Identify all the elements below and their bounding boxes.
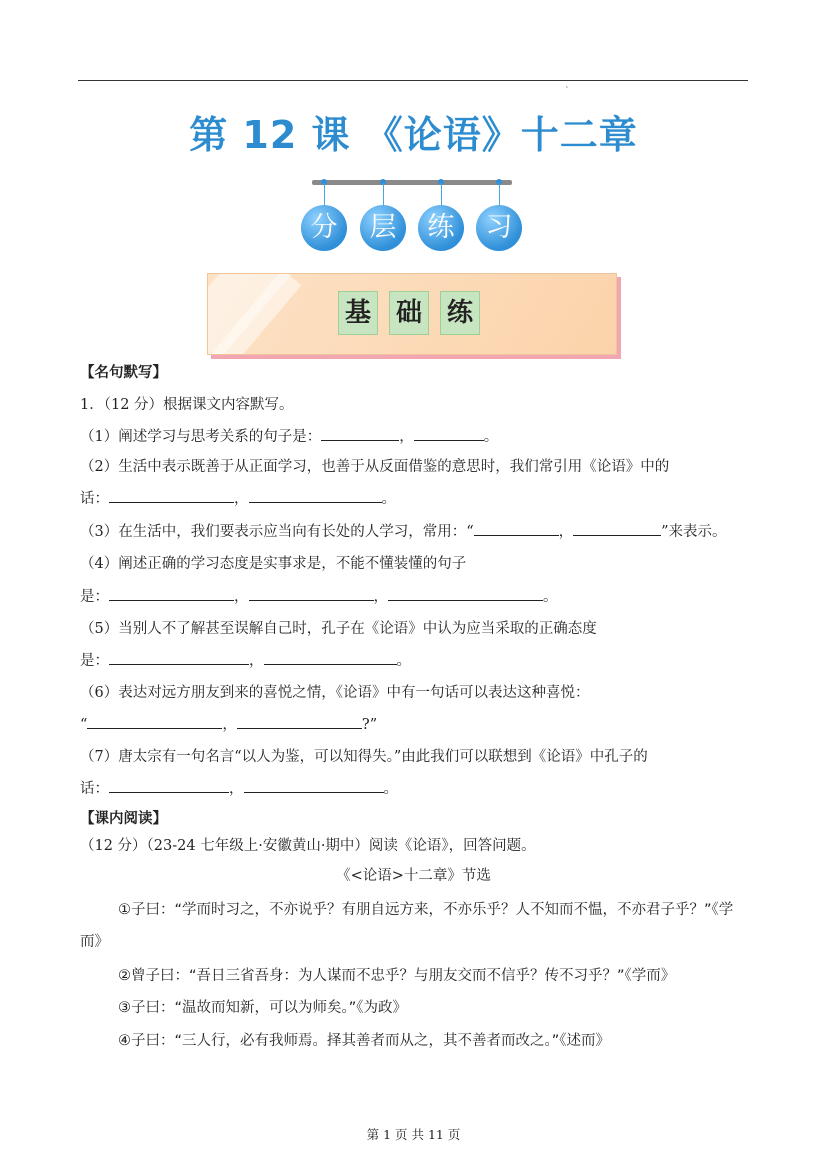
badge-char: 习	[476, 205, 522, 251]
badge-char: 练	[418, 205, 464, 251]
item-sep: ，	[249, 653, 264, 669]
badge-string	[441, 183, 442, 206]
item-text: “	[80, 717, 88, 733]
page-footer: 第 1 页 共 11 页	[366, 1127, 461, 1142]
item-sep: ，	[373, 589, 388, 605]
item-sep: ，	[558, 524, 574, 540]
item-text: （5）当别人不了解甚至误解自己时，孔子在《论语》中认为应当采取的正确态度	[80, 621, 597, 637]
item-sep: ，	[222, 717, 237, 733]
badge-char: 分	[301, 205, 347, 251]
page-title: 第 12 课 《论语》十二章	[189, 113, 638, 157]
item-end: 。	[383, 781, 398, 797]
quote-line: 而》	[80, 934, 109, 950]
question-item	[80, 520, 727, 541]
item-sep: ，	[234, 589, 249, 605]
item-text: 话：	[80, 491, 109, 507]
item-end: ”来表示。	[661, 524, 727, 540]
item-text: （7）唐太宗有一句名言“以人为鉴，可以知得失。”由此我们可以联想到《论语》中孔子的	[80, 749, 648, 765]
answer-blank[interactable]	[264, 651, 397, 665]
item-text: 话：	[80, 781, 109, 797]
item-sep: ，	[229, 781, 244, 797]
answer-blank[interactable]	[573, 522, 661, 536]
item-end: 。	[396, 653, 411, 669]
question-item	[80, 713, 377, 734]
question-item	[80, 455, 669, 476]
item-sep: ，	[234, 491, 249, 507]
section-heading: 【名句默写】	[80, 364, 167, 381]
banner-char: 础	[389, 291, 429, 335]
banner-char: 练	[440, 291, 480, 335]
item-text: （1）阐述学习与思考关系的句子是：	[80, 429, 322, 445]
item-text: （3）在生活中，我们要表示应当向有长处的人学习，常用：“	[80, 524, 474, 540]
question-label: 1．（12 分）根据课文内容默写。	[80, 397, 294, 413]
answer-blank[interactable]	[414, 427, 484, 441]
question-item	[80, 649, 411, 670]
answer-blank[interactable]	[109, 779, 229, 793]
item-end: 。	[483, 429, 499, 445]
answer-blank[interactable]	[109, 489, 234, 503]
question-item	[80, 585, 558, 606]
banner-chars	[338, 291, 480, 335]
excerpt-title: 《<论语>十二章》节选	[336, 868, 491, 884]
item-text: （2）生活中表示既善于从正面学习，也善于从反面借鉴的意思时，我们常引用《论语》中的	[80, 459, 670, 475]
badge-string	[324, 183, 325, 206]
answer-blank[interactable]	[237, 715, 362, 729]
item-text: 是：	[80, 589, 109, 605]
item-end: 。	[543, 589, 558, 605]
answer-blank[interactable]	[244, 779, 384, 793]
answer-blank[interactable]	[474, 522, 559, 536]
quote-line: ④子曰：“三人行，必有我师焉。择其善者而从之，其不善者而改之。”《述而》	[118, 1033, 611, 1049]
answer-blank[interactable]	[249, 587, 374, 601]
item-end: 。	[381, 491, 396, 507]
quote-line: ③子曰：“温故而知新，可以为师矣。”《为政》	[118, 1000, 408, 1016]
question-item	[80, 745, 648, 766]
answer-blank[interactable]	[109, 651, 249, 665]
item-text: （6）表达对远方朋友到来的喜悦之情，《论语》中有一句话可以表达这种喜悦：	[80, 685, 590, 701]
quote-line: ②曾子曰：“吾日三省吾身：为人谋而不忠乎？与朋友交而不信乎？传不习乎？”《学而》	[118, 968, 676, 984]
badge-rod	[312, 180, 512, 185]
question-item	[80, 552, 466, 573]
item-sep: ，	[399, 429, 414, 445]
question-item	[80, 777, 398, 798]
badge-string	[383, 183, 384, 206]
badge-string	[499, 183, 500, 206]
question-item	[80, 425, 498, 446]
section-heading: 【课内阅读】	[80, 810, 167, 827]
answer-blank[interactable]	[321, 427, 399, 441]
basic-practice-banner	[207, 273, 617, 355]
answer-blank[interactable]	[249, 489, 382, 503]
item-end: ?”	[361, 717, 378, 733]
badge-char: 层	[360, 205, 406, 251]
stray-mark: `	[565, 87, 570, 97]
quote-line: ①子曰：“学而时习之，不亦说乎？有朋自远方来，不亦乐乎？人不知而不愠，不亦君子乎？”《学	[118, 902, 734, 918]
answer-blank[interactable]	[109, 587, 234, 601]
banner-char: 基	[338, 291, 378, 335]
item-text: 是：	[80, 653, 109, 669]
top-rule	[78, 80, 748, 81]
answer-blank[interactable]	[87, 715, 222, 729]
question-item	[80, 487, 396, 508]
item-text: （4）阐述正确的学习态度是实事求是，不能不懂装懂的句子	[80, 556, 467, 572]
question-item	[80, 617, 597, 638]
question-item	[80, 681, 589, 702]
answer-blank[interactable]	[388, 587, 543, 601]
reading-intro: （12 分）（23-24 七年级上·安徽黄山·期中）阅读《论语》，回答问题。	[80, 838, 536, 854]
